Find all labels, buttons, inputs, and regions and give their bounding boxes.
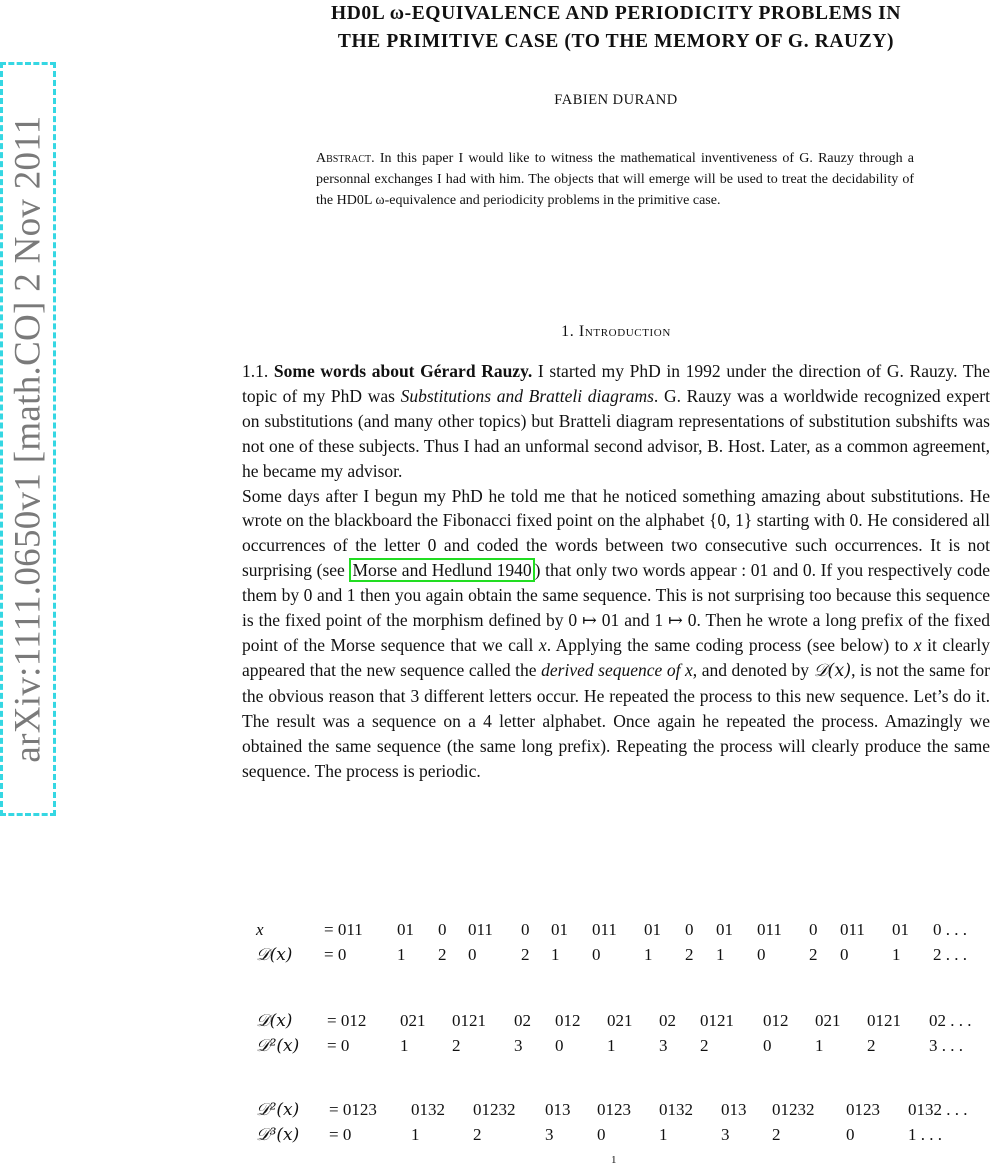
sequence-cell: 1 — [892, 944, 901, 964]
paper-title — [258, 0, 974, 56]
paragraph-1 — [242, 359, 990, 484]
equation-label-text: x — [256, 920, 264, 939]
abstract — [316, 148, 914, 211]
paragraph-text: I started my PhD in 1992 under the direction of G. Rauzy. The topic of my PhD was — [242, 361, 991, 406]
sequence-cell: 01 — [716, 920, 733, 939]
sequence-cell: 0 — [468, 944, 477, 964]
equation-label: 𝒟(x) — [256, 944, 293, 965]
sequence-cell: 0 — [846, 1124, 855, 1144]
abstract-text: In this paper I would like to witness the mathematical inventiveness of G. Rauzy through a personnal exchanges I had with him. The objects that will emerge will be used to treat the decidability of the HD0L ω-equivalence and periodicity problems in the primitive case. — [316, 151, 915, 208]
sequence-cell: 01 — [892, 920, 909, 939]
equation-label: 𝒟³(x) — [256, 1124, 300, 1145]
sequence-cell: 3 — [545, 1124, 554, 1144]
sequence-cell: 2 — [452, 1035, 461, 1055]
sequence-cell: 02 . . . — [929, 1011, 972, 1030]
subsection-title: Some words about Gérard Rauzy. — [273, 361, 533, 381]
sequence-cell: 021 — [815, 1011, 841, 1030]
sequence-cell: 1 — [716, 944, 725, 964]
paragraph-text: , is not the same for the obvious reason that 3 different letters occur. He repeated the process to this new sequence. Let’s do it. The result was a sequence on a 4 letter alphabet. Once again he repeated the process. Amazingly we obtained the same sequence (the same long prefix). Repeating the process will clearly produce the same sequence. The process is periodic. — [242, 659, 991, 781]
sequence-cell: 1 — [397, 944, 406, 964]
sequence-cell: 1 — [644, 944, 653, 964]
sequence-cell: 0 — [597, 1124, 606, 1144]
sequence-cell: 0 — [438, 920, 447, 939]
paragraph-text: , and denoted by — [692, 659, 809, 680]
sequence-cell: 013 — [545, 1100, 571, 1119]
math-variable: x — [538, 634, 547, 655]
sequence-cell: 0132 — [411, 1100, 445, 1119]
equation-label: 𝒟(x) — [256, 1011, 293, 1031]
sequence-cell: 01 — [551, 920, 568, 939]
sequence-cell: = 0 — [329, 1124, 352, 1144]
sequence-cell: 2 — [685, 944, 694, 964]
sequence-cell: = 0 — [324, 944, 347, 964]
sequence-cell: 011 — [592, 920, 617, 939]
sequence-cell: 2 — [809, 944, 818, 964]
sequence-cell: 0 — [763, 1035, 772, 1055]
sequence-cell: 013 — [721, 1100, 747, 1119]
sequence-cell: 01232 — [772, 1100, 815, 1119]
arxiv-identifier[interactable]: arXiv:1111.0650v1 [math.CO] 2 Nov 2011 — [7, 115, 49, 763]
sequence-cell: 2 — [867, 1035, 876, 1055]
sequence-cell: 012 — [763, 1011, 789, 1030]
sequence-cell: 02 — [659, 1011, 676, 1030]
sequence-cell: 1 — [551, 944, 560, 964]
section-heading — [242, 323, 990, 341]
sequence-cell: 0 — [555, 1035, 564, 1055]
paragraph-text: . G. Rauzy was a worldwide recognized expert on substitutions (and many other topics) but Bratteli diagram representations of substitution subshifts was not one of these subjects. Thus I had an unformal second advisor, B. Host. Later, as a common agreement, he became my advisor. — [242, 385, 990, 481]
abstract-label: Abstract. — [316, 151, 375, 166]
sequence-cell: 012 — [555, 1011, 581, 1030]
math-expression: 𝒟(x) — [813, 660, 852, 681]
equation-label: 𝒟²(x) — [256, 1100, 300, 1120]
sequence-cell: 0123 — [597, 1100, 631, 1119]
sequence-cell: 0 — [521, 920, 530, 939]
sequence-cell: 011 — [468, 920, 493, 939]
sequence-cell: 011 — [757, 920, 782, 939]
sequence-cell: 021 — [400, 1011, 426, 1030]
paragraph-text: it clearly appeared that the new sequence called the — [242, 634, 990, 680]
sequence-cell: 1 — [400, 1035, 409, 1055]
sequence-cell: 1 — [607, 1035, 616, 1055]
sequence-cell: 1 — [815, 1035, 824, 1055]
sequence-cell: = 012 — [327, 1011, 367, 1030]
sequence-cell: 0121 — [700, 1011, 734, 1030]
body-text — [242, 359, 990, 783]
paragraph-2 — [242, 484, 990, 784]
sequence-cell: 1 — [659, 1124, 668, 1144]
equation-label: 𝒟²(x) — [256, 1035, 300, 1056]
sequence-cell: 0121 — [867, 1011, 901, 1030]
paragraph-text: . Applying the same coding process (see below) to — [546, 634, 909, 655]
subsection-number: 1.1. — [242, 361, 269, 381]
sequence-cell: 01 — [644, 920, 661, 939]
sequence-cell: 3 — [721, 1124, 730, 1144]
sequence-cell: = 0123 — [329, 1100, 377, 1119]
title-line-1: HD0L ω-EQUIVALENCE AND PERIODICITY PROBLEMS IN — [330, 3, 902, 24]
sequence-cell: 1 — [411, 1124, 420, 1144]
author-name: FABIEN DURAND — [554, 92, 678, 108]
sequence-cell: 3 — [514, 1035, 523, 1055]
sequence-cell: 2 . . . — [933, 944, 967, 964]
sequence-cell: 0 — [592, 944, 601, 964]
sequence-cell: = 011 — [324, 920, 363, 939]
title-line-2: THE PRIMITIVE CASE (TO THE MEMORY OF G. RAUZY) — [337, 31, 895, 52]
emphasis-text: derived sequence of x — [541, 659, 693, 680]
equation-label — [256, 918, 264, 943]
section-title: Introduction — [578, 323, 671, 340]
sequence-cell: 0 — [840, 944, 849, 964]
sequence-cell: 3 — [659, 1035, 668, 1055]
sequence-cell: 2 — [473, 1124, 482, 1144]
sequence-cell: 1 . . . — [908, 1124, 942, 1144]
section-number: 1. — [561, 323, 575, 340]
sequence-cell: 2 — [521, 944, 530, 964]
sequence-cell: 0 — [757, 944, 766, 964]
sequence-cell: 0 — [809, 920, 818, 939]
sequence-cell: 0 — [685, 920, 694, 939]
sequence-cell: 02 — [514, 1011, 531, 1030]
paragraph-text: ) that only two words appear : 01 and 0. If you respectively code them by 0 and 1 then you again obtain the same sequence. This is not surprising too because this sequence is the fixed point of the morphism defined by 0 ↦ 01 and 1 ↦ 0. Then he wrote a long prefix of the fixed point of the Morse sequence that we call — [242, 560, 990, 655]
sequence-cell: 0132 . . . — [908, 1100, 968, 1119]
sequence-cell: 2 — [700, 1035, 709, 1055]
sequence-cell: 3 . . . — [929, 1035, 963, 1055]
page-number: 1 — [611, 1154, 617, 1166]
sequence-cell: 01232 — [473, 1100, 516, 1119]
sequence-cell: 01 — [397, 920, 414, 939]
emphasis-text: Substitutions and Bratteli diagrams — [400, 385, 654, 406]
sequence-cell: 0121 — [452, 1011, 486, 1030]
math-variable: x — [913, 634, 922, 655]
sequence-cell: 021 — [607, 1011, 633, 1030]
sequence-cell: 0123 — [846, 1100, 880, 1119]
paragraph-text: Some days after I begun my PhD he told me that he noticed something amazing about substitutions. He wrote on the blackboard the Fibonacci fixed point on the alphabet {0, 1} starting with 0. He considered all occurrences of the letter 0 and coded the words between two consecutive such occurrences. It is not surprising (see — [242, 485, 990, 581]
citation-link[interactable]: Morse and Hedlund 1940 — [349, 558, 534, 582]
sequence-cell: 2 — [772, 1124, 781, 1144]
sequence-cell: 2 — [438, 944, 447, 964]
sequence-cell: 0132 — [659, 1100, 693, 1119]
sequence-cell: 011 — [840, 920, 865, 939]
sequence-cell: 0 . . . — [933, 920, 967, 939]
sequence-cell: = 0 — [327, 1035, 350, 1055]
